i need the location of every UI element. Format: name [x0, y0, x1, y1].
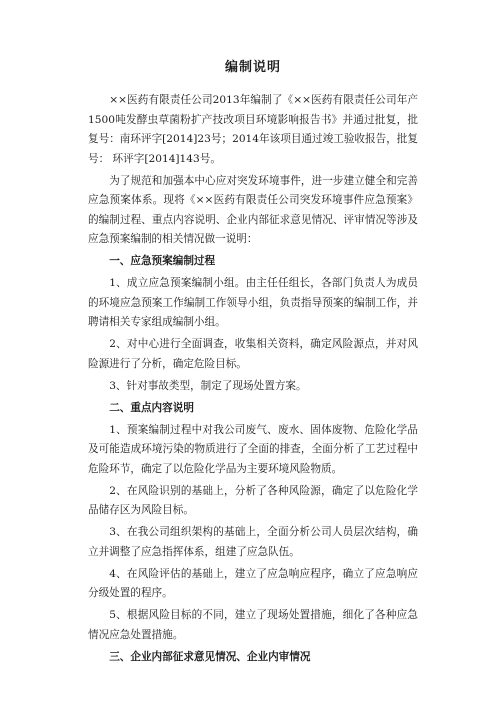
intro-paragraph-2: 为了规范和加强本中心应对突发环境事件，进一步建立健全和完善应急预案体系。现将《××医药有限责任公司突发环境事件应急预案》的编制过程、重点内容说明、企业内部征求意见情况、评审情况等涉及应急预案编制的相关情况做一说明： [88, 174, 418, 245]
section-2-item-3: 3、在我公司组织架构的基础上，全面分析公司人员层次结构，确立并调整了应急指挥体系，组建了应急队伍。 [88, 526, 418, 558]
section-2-heading: 二、重点内容说明 [109, 401, 194, 414]
section-1-heading: 一、应急预案编制过程 [109, 255, 216, 267]
section-1-item-1: 1、成立应急预案编制小组。由主任任组长，各部门负责人为成员的环境应急预案工作编制工作领导小组，负责指导预案的编制工作，并聘请相关专家组成编制小组。 [88, 277, 418, 328]
section-2-item-4: 4、在风险评估的基础上，建立了应急响应程序，确立了应急响应分级处置的程序。 [88, 567, 418, 599]
section-3-heading: 三、企业内部征求意见情况、企业内审情况 [109, 650, 311, 663]
intro-paragraph-1: ××医药有限责任公司2013年编制了《××医药有限责任公司年产1500吨发酵虫草菌粉扩产技改项目环境影响报告书》并通过批复，批复号：南环评字[2014]23号；2014年该项目通过竣工验收报告，批复号： 环评字[2014]143号。 [88, 94, 418, 165]
document-title: 编制说明 [224, 60, 281, 75]
section-2-item-2: 2、在风险识别的基础上，分析了各种风险源，确定了以危险化学品储存区为风险目标。 [88, 484, 418, 516]
document-page [88, 56, 418, 670]
section-2-item-5: 5、根据风险目标的不同，建立了现场处置措施，细化了各种应急情况应急处置措施。 [88, 609, 418, 641]
section-2-item-1: 1、预案编制过程中对我公司废气、废水、固体废物、危险化学品及可能造成环境污染的物质进行了全面的排查，全面分析了工艺过程中危险环节，确定了以危险化学品为主要环境风险物质。 [88, 423, 418, 475]
section-1-item-3: 3、针对事故类型，制定了现场处置方案。 [109, 379, 307, 392]
section-1-item-2: 2、对中心进行全面调查，收集相关资料，确定风险源点，并对风险源进行了分析，确定危险目标。 [88, 338, 418, 370]
